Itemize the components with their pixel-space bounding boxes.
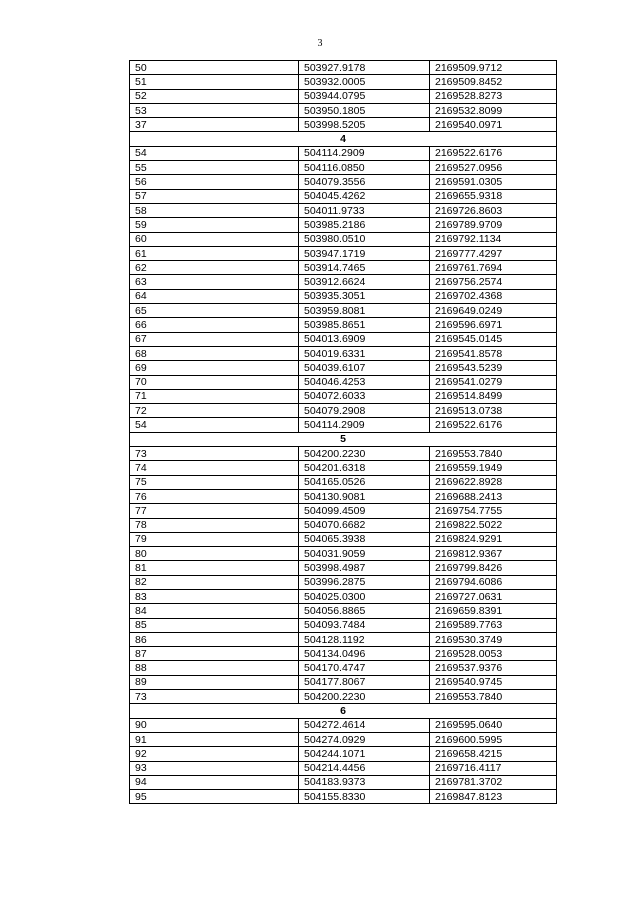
- x-coordinate-cell: 504070.6682: [299, 518, 430, 532]
- y-coordinate-cell: 2169514.8499: [430, 389, 557, 403]
- x-coordinate-cell: 504134.0496: [299, 647, 430, 661]
- section-header-row: [130, 432, 557, 446]
- table-row: [130, 447, 557, 461]
- table-row: [130, 504, 557, 518]
- point-number-cell: 82: [130, 575, 299, 589]
- y-coordinate-cell: 2169659.8391: [430, 604, 557, 618]
- y-coordinate-cell: 2169658.4215: [430, 747, 557, 761]
- point-number-cell: 76: [130, 489, 299, 503]
- coordinates-table-body: [130, 61, 557, 804]
- point-number-cell: 56: [130, 175, 299, 189]
- table-row: [130, 775, 557, 789]
- x-coordinate-cell: 503944.0795: [299, 89, 430, 103]
- table-row: [130, 218, 557, 232]
- table-row: [130, 647, 557, 661]
- point-number-cell: 58: [130, 203, 299, 217]
- y-coordinate-cell: 2169794.6086: [430, 575, 557, 589]
- x-coordinate-cell: 504065.3938: [299, 532, 430, 546]
- table-row: [130, 103, 557, 117]
- table-row: [130, 261, 557, 275]
- table-row: [130, 75, 557, 89]
- x-coordinate-cell: 504170.4747: [299, 661, 430, 675]
- point-number-cell: 73: [130, 447, 299, 461]
- point-number-cell: 95: [130, 790, 299, 804]
- table-row: [130, 661, 557, 675]
- x-coordinate-cell: 504039.6107: [299, 361, 430, 375]
- x-coordinate-cell: 504114.2909: [299, 418, 430, 432]
- y-coordinate-cell: 2169553.7840: [430, 690, 557, 704]
- point-number-cell: 75: [130, 475, 299, 489]
- y-coordinate-cell: 2169702.4368: [430, 289, 557, 303]
- table-row: [130, 118, 557, 132]
- point-number-cell: 86: [130, 632, 299, 646]
- y-coordinate-cell: 2169541.8578: [430, 346, 557, 360]
- point-number-cell: 50: [130, 61, 299, 75]
- y-coordinate-cell: 2169553.7840: [430, 447, 557, 461]
- y-coordinate-cell: 2169726.8603: [430, 203, 557, 217]
- y-coordinate-cell: 2169688.2413: [430, 489, 557, 503]
- point-number-cell: 83: [130, 589, 299, 603]
- x-coordinate-cell: 504114.2909: [299, 146, 430, 160]
- y-coordinate-cell: 2169509.8452: [430, 75, 557, 89]
- y-coordinate-cell: 2169824.9291: [430, 532, 557, 546]
- y-coordinate-cell: 2169528.0053: [430, 647, 557, 661]
- table-row: [130, 61, 557, 75]
- point-number-cell: 71: [130, 389, 299, 403]
- point-number-cell: 66: [130, 318, 299, 332]
- x-coordinate-cell: 504165.0526: [299, 475, 430, 489]
- x-coordinate-cell: 503927.9178: [299, 61, 430, 75]
- y-coordinate-cell: 2169622.8928: [430, 475, 557, 489]
- y-coordinate-cell: 2169540.0971: [430, 118, 557, 132]
- y-coordinate-cell: 2169543.5239: [430, 361, 557, 375]
- y-coordinate-cell: 2169540.9745: [430, 675, 557, 689]
- table-row: [130, 547, 557, 561]
- x-coordinate-cell: 504046.4253: [299, 375, 430, 389]
- point-number-cell: 90: [130, 718, 299, 732]
- y-coordinate-cell: 2169541.0279: [430, 375, 557, 389]
- x-coordinate-cell: 504130.9081: [299, 489, 430, 503]
- y-coordinate-cell: 2169589.7763: [430, 618, 557, 632]
- y-coordinate-cell: 2169513.0738: [430, 404, 557, 418]
- table-row: [130, 690, 557, 704]
- page-number: 3: [317, 38, 323, 49]
- y-coordinate-cell: 2169528.8273: [430, 89, 557, 103]
- table-row: [130, 604, 557, 618]
- table-row: [130, 146, 557, 160]
- coordinates-table: [129, 60, 557, 804]
- section-header-row: [130, 132, 557, 146]
- y-coordinate-cell: 2169781.3702: [430, 775, 557, 789]
- point-number-cell: 53: [130, 103, 299, 117]
- y-coordinate-cell: 2169527.0956: [430, 161, 557, 175]
- x-coordinate-cell: 504011.9733: [299, 203, 430, 217]
- point-number-cell: 73: [130, 690, 299, 704]
- table-row: [130, 375, 557, 389]
- table-row: [130, 561, 557, 575]
- y-coordinate-cell: 2169716.4117: [430, 761, 557, 775]
- table-row: [130, 318, 557, 332]
- point-number-cell: 37: [130, 118, 299, 132]
- point-number-cell: 63: [130, 275, 299, 289]
- y-coordinate-cell: 2169789.9709: [430, 218, 557, 232]
- point-number-cell: 91: [130, 732, 299, 746]
- table-row: [130, 361, 557, 375]
- x-coordinate-cell: 504274.0929: [299, 732, 430, 746]
- x-coordinate-cell: 504079.3556: [299, 175, 430, 189]
- x-coordinate-cell: 504200.2230: [299, 690, 430, 704]
- x-coordinate-cell: 504056.8865: [299, 604, 430, 618]
- point-number-cell: 52: [130, 89, 299, 103]
- x-coordinate-cell: 504183.9373: [299, 775, 430, 789]
- y-coordinate-cell: 2169522.6176: [430, 418, 557, 432]
- x-coordinate-cell: 503996.2875: [299, 575, 430, 589]
- point-number-cell: 88: [130, 661, 299, 675]
- y-coordinate-cell: 2169532.8099: [430, 103, 557, 117]
- y-coordinate-cell: 2169799.8426: [430, 561, 557, 575]
- y-coordinate-cell: 2169545.0145: [430, 332, 557, 346]
- point-number-cell: 65: [130, 304, 299, 318]
- point-number-cell: 51: [130, 75, 299, 89]
- table-row: [130, 632, 557, 646]
- section-label: 5: [130, 432, 557, 446]
- x-coordinate-cell: 504214.4456: [299, 761, 430, 775]
- point-number-cell: 70: [130, 375, 299, 389]
- x-coordinate-cell: 503950.1805: [299, 103, 430, 117]
- point-number-cell: 57: [130, 189, 299, 203]
- x-coordinate-cell: 503998.4987: [299, 561, 430, 575]
- x-coordinate-cell: 503998.5205: [299, 118, 430, 132]
- x-coordinate-cell: 504200.2230: [299, 447, 430, 461]
- x-coordinate-cell: 504099.4509: [299, 504, 430, 518]
- y-coordinate-cell: 2169649.0249: [430, 304, 557, 318]
- table-row: [130, 175, 557, 189]
- table-row: [130, 732, 557, 746]
- x-coordinate-cell: 504116.0850: [299, 161, 430, 175]
- point-number-cell: 60: [130, 232, 299, 246]
- point-number-cell: 93: [130, 761, 299, 775]
- point-number-cell: 85: [130, 618, 299, 632]
- x-coordinate-cell: 503985.2186: [299, 218, 430, 232]
- point-number-cell: 80: [130, 547, 299, 561]
- table-row: [130, 304, 557, 318]
- point-number-cell: 84: [130, 604, 299, 618]
- table-row: [130, 532, 557, 546]
- point-number-cell: 55: [130, 161, 299, 175]
- table-row: [130, 161, 557, 175]
- x-coordinate-cell: 504013.6909: [299, 332, 430, 346]
- x-coordinate-cell: 504031.9059: [299, 547, 430, 561]
- table-row: [130, 389, 557, 403]
- point-number-cell: 89: [130, 675, 299, 689]
- x-coordinate-cell: 504093.7484: [299, 618, 430, 632]
- x-coordinate-cell: 504045.4262: [299, 189, 430, 203]
- table-row: [130, 747, 557, 761]
- point-number-cell: 94: [130, 775, 299, 789]
- table-row: [130, 246, 557, 260]
- point-number-cell: 68: [130, 346, 299, 360]
- x-coordinate-cell: 504025.0300: [299, 589, 430, 603]
- x-coordinate-cell: 503985.8651: [299, 318, 430, 332]
- section-label: 6: [130, 704, 557, 718]
- x-coordinate-cell: 503935.3051: [299, 289, 430, 303]
- table-row: [130, 275, 557, 289]
- y-coordinate-cell: 2169522.6176: [430, 146, 557, 160]
- table-row: [130, 518, 557, 532]
- y-coordinate-cell: 2169600.5995: [430, 732, 557, 746]
- x-coordinate-cell: 504201.6318: [299, 461, 430, 475]
- table-row: [130, 404, 557, 418]
- y-coordinate-cell: 2169591.0305: [430, 175, 557, 189]
- x-coordinate-cell: 504079.2908: [299, 404, 430, 418]
- table-row: [130, 203, 557, 217]
- y-coordinate-cell: 2169595.0640: [430, 718, 557, 732]
- table-row: [130, 761, 557, 775]
- y-coordinate-cell: 2169727.0631: [430, 589, 557, 603]
- y-coordinate-cell: 2169655.9318: [430, 189, 557, 203]
- y-coordinate-cell: 2169559.1949: [430, 461, 557, 475]
- point-number-cell: 72: [130, 404, 299, 418]
- x-coordinate-cell: 504272.4614: [299, 718, 430, 732]
- table-row: [130, 89, 557, 103]
- table-row: [130, 589, 557, 603]
- point-number-cell: 62: [130, 261, 299, 275]
- table-row: [130, 346, 557, 360]
- point-number-cell: 54: [130, 418, 299, 432]
- table-row: [130, 675, 557, 689]
- point-number-cell: 54: [130, 146, 299, 160]
- table-row: [130, 475, 557, 489]
- table-row: [130, 718, 557, 732]
- y-coordinate-cell: 2169822.5022: [430, 518, 557, 532]
- x-coordinate-cell: 503959.8081: [299, 304, 430, 318]
- point-number-cell: 61: [130, 246, 299, 260]
- table-row: [130, 790, 557, 804]
- section-header-row: [130, 704, 557, 718]
- x-coordinate-cell: 504072.6033: [299, 389, 430, 403]
- point-number-cell: 69: [130, 361, 299, 375]
- y-coordinate-cell: 2169761.7694: [430, 261, 557, 275]
- point-number-cell: 81: [130, 561, 299, 575]
- x-coordinate-cell: 504155.8330: [299, 790, 430, 804]
- point-number-cell: 92: [130, 747, 299, 761]
- y-coordinate-cell: 2169792.1134: [430, 232, 557, 246]
- x-coordinate-cell: 503947.1719: [299, 246, 430, 260]
- point-number-cell: 64: [130, 289, 299, 303]
- table-row: [130, 189, 557, 203]
- table-row: [130, 618, 557, 632]
- y-coordinate-cell: 2169847.8123: [430, 790, 557, 804]
- table-row: [130, 575, 557, 589]
- y-coordinate-cell: 2169754.7755: [430, 504, 557, 518]
- y-coordinate-cell: 2169530.3749: [430, 632, 557, 646]
- table-row: [130, 461, 557, 475]
- y-coordinate-cell: 2169596.6971: [430, 318, 557, 332]
- y-coordinate-cell: 2169756.2574: [430, 275, 557, 289]
- x-coordinate-cell: 503980.0510: [299, 232, 430, 246]
- x-coordinate-cell: 504244.1071: [299, 747, 430, 761]
- point-number-cell: 67: [130, 332, 299, 346]
- y-coordinate-cell: 2169537.9376: [430, 661, 557, 675]
- point-number-cell: 77: [130, 504, 299, 518]
- point-number-cell: 79: [130, 532, 299, 546]
- x-coordinate-cell: 503914.7465: [299, 261, 430, 275]
- y-coordinate-cell: 2169509.9712: [430, 61, 557, 75]
- point-number-cell: 87: [130, 647, 299, 661]
- section-label: 4: [130, 132, 557, 146]
- table-row: [130, 418, 557, 432]
- x-coordinate-cell: 504019.6331: [299, 346, 430, 360]
- x-coordinate-cell: 503932.0005: [299, 75, 430, 89]
- x-coordinate-cell: 504177.8067: [299, 675, 430, 689]
- x-coordinate-cell: 503912.6624: [299, 275, 430, 289]
- table-row: [130, 489, 557, 503]
- y-coordinate-cell: 2169777.4297: [430, 246, 557, 260]
- point-number-cell: 78: [130, 518, 299, 532]
- x-coordinate-cell: 504128.1192: [299, 632, 430, 646]
- table-row: [130, 289, 557, 303]
- y-coordinate-cell: 2169812.9367: [430, 547, 557, 561]
- point-number-cell: 59: [130, 218, 299, 232]
- table-row: [130, 232, 557, 246]
- point-number-cell: 74: [130, 461, 299, 475]
- table-row: [130, 332, 557, 346]
